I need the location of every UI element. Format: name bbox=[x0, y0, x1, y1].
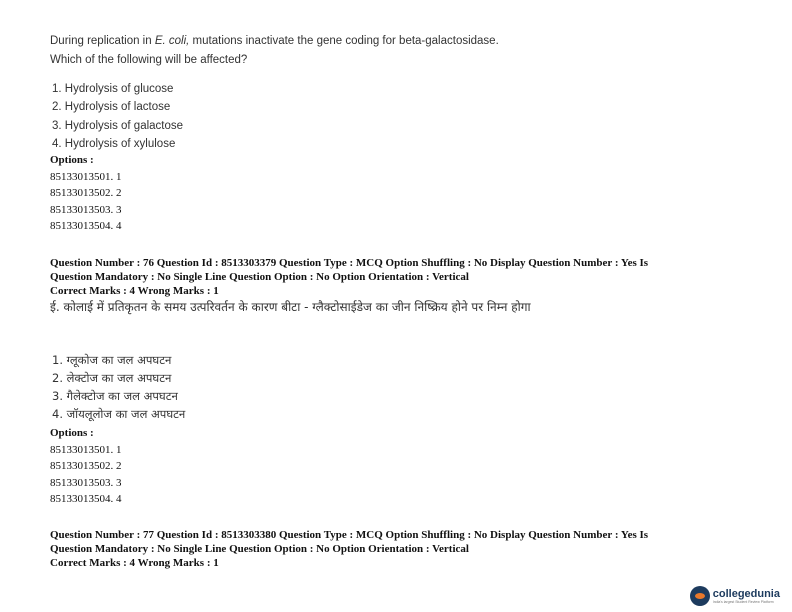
question-77-meta bbox=[50, 528, 648, 570]
option-1: 1. Hydrolysis of glucose bbox=[52, 83, 174, 95]
option-3: 3. गैलेक्टोज का जल अपघटन bbox=[52, 389, 178, 403]
option-4: 4. जॉयलूलोज का जल अपघटन bbox=[52, 407, 186, 421]
brand-text bbox=[713, 588, 780, 605]
question-77-marks: Correct Marks : 4 Wrong Marks : 1 bbox=[50, 557, 219, 569]
question-76-options bbox=[52, 351, 185, 423]
option-code: 85133013504. 4 bbox=[50, 220, 122, 232]
question-77-meta-line1: Question Number : 77 Question Id : 8513303380 Question Type : MCQ Option Shuffling : No Display Question Number : Yes Is bbox=[50, 529, 649, 541]
question-75-option-codes bbox=[50, 152, 122, 235]
option-2: 2. Hydrolysis of lactose bbox=[52, 101, 171, 114]
option-code: 85133013502. 2 bbox=[50, 460, 122, 472]
options-label: Options : bbox=[50, 427, 94, 439]
question-76-hindi-text: ई. कोलाई में प्रतिकृतन के समय उत्परिवर्तन के कारण बीटा - ग्लैक्टोसाईडेज का जीन निष्क्रिय होने पर निम्न होगा bbox=[50, 300, 531, 314]
option-code: 85133013503. 3 bbox=[50, 203, 122, 216]
option-code: 85133013503. 3 bbox=[50, 476, 122, 489]
question-76-meta-line1: Question Number : 76 Question Id : 8513303379 Question Type : MCQ Option Shuffling : No Display Question Number : Yes Is bbox=[50, 257, 649, 269]
question-76-marks: Correct Marks : 4 Wrong Marks : 1 bbox=[50, 285, 219, 297]
option-code: 85133013504. 4 bbox=[50, 493, 122, 505]
option-code: 85133013501. 1 bbox=[50, 443, 122, 456]
question-75-options bbox=[52, 80, 183, 153]
option-2: 2. लेक्टोज का जल अपघटन bbox=[52, 371, 172, 385]
collegedunia-logo-icon bbox=[690, 586, 710, 606]
question-75-line2: Which of the following will be affected? bbox=[50, 54, 248, 66]
question-75-text bbox=[50, 32, 499, 70]
question-76-meta-line2: Question Mandatory : No Single Line Question Option : No Option Orientation : Vertical bbox=[50, 271, 469, 283]
question-76-meta bbox=[50, 256, 648, 298]
brand-name: collegedunia bbox=[712, 587, 780, 600]
option-1: 1. ग्लूकोज का जल अपघटन bbox=[52, 353, 172, 367]
option-code: 85133013501. 1 bbox=[50, 170, 122, 183]
options-label: Options : bbox=[50, 154, 94, 166]
brand-tagline: India's largest Student Review Platform bbox=[712, 599, 774, 604]
brand-watermark bbox=[690, 586, 780, 606]
question-77-meta-line2: Question Mandatory : No Single Line Question Option : No Option Orientation : Vertical bbox=[50, 543, 469, 555]
question-75-line1: During replication in E. coli, mutations inactivate the gene coding for beta-galactosidase. bbox=[50, 35, 499, 47]
option-code: 85133013502. 2 bbox=[50, 187, 122, 199]
question-76-option-codes bbox=[50, 425, 122, 508]
option-3: 3. Hydrolysis of galactose bbox=[52, 119, 184, 132]
option-4: 4. Hydrolysis of xylulose bbox=[52, 137, 176, 150]
